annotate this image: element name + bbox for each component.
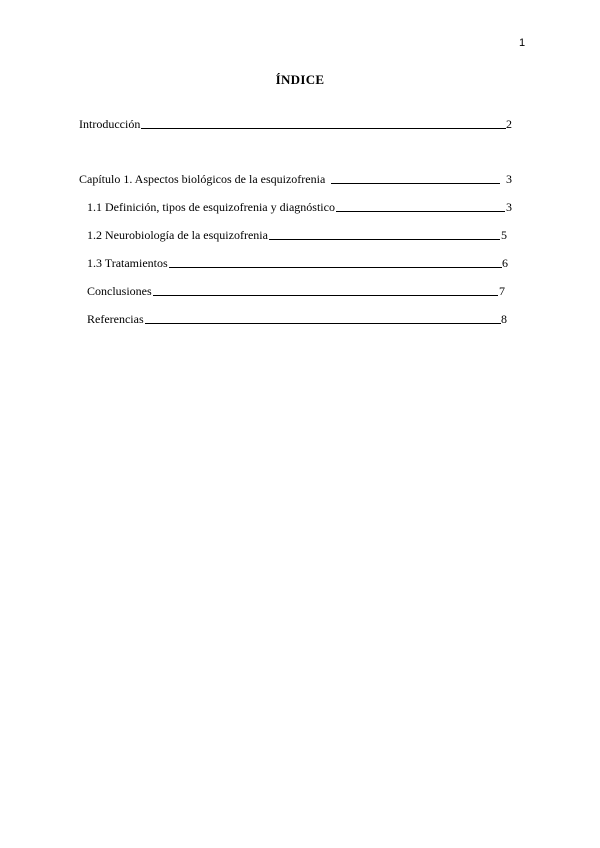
page-number: 1 xyxy=(519,37,526,49)
toc-leader-line xyxy=(169,266,502,268)
toc-entry-label: Introducción xyxy=(79,117,141,131)
toc-entry-page: 3 xyxy=(506,200,512,214)
toc-leader-line xyxy=(153,294,498,296)
toc-entry-referencias[interactable] xyxy=(87,312,507,326)
toc-leader-line xyxy=(269,238,500,240)
toc-leader-line xyxy=(336,210,505,212)
toc-leader-line xyxy=(331,182,500,184)
toc-entry-1-2[interactable] xyxy=(87,228,507,242)
toc-entry-page: 8 xyxy=(501,312,507,326)
page-title: ÍNDICE xyxy=(275,72,325,87)
toc-entry-label: 1.1 Definición, tipos de esquizofrenia y diagnóstico xyxy=(87,200,335,214)
toc-entry-label: Referencias xyxy=(87,312,144,326)
toc-entry-label: Capítulo 1. Aspectos biológicos de la esquizofrenia xyxy=(79,172,326,186)
toc-leader-line xyxy=(141,127,506,129)
toc-entry-label: 1.3 Tratamientos xyxy=(87,256,168,270)
toc-entry-conclusiones[interactable] xyxy=(87,284,505,298)
toc-entry-1-1[interactable] xyxy=(87,200,512,214)
toc-entry-capitulo-1[interactable] xyxy=(79,172,512,186)
toc-entry-label: Conclusiones xyxy=(87,284,152,298)
toc-entry-page: 2 xyxy=(506,117,512,131)
toc-entry-page: 3 xyxy=(506,172,512,186)
toc-entry-page: 5 xyxy=(501,228,507,242)
toc-entry-introduccion[interactable] xyxy=(79,117,512,131)
toc-entry-page: 6 xyxy=(502,256,508,270)
toc-leader-line xyxy=(145,322,501,324)
toc-entry-label: 1.2 Neurobiología de la esquizofrenia xyxy=(87,228,268,242)
toc-entry-1-3[interactable] xyxy=(87,256,508,270)
toc-entry-page: 7 xyxy=(499,284,505,298)
